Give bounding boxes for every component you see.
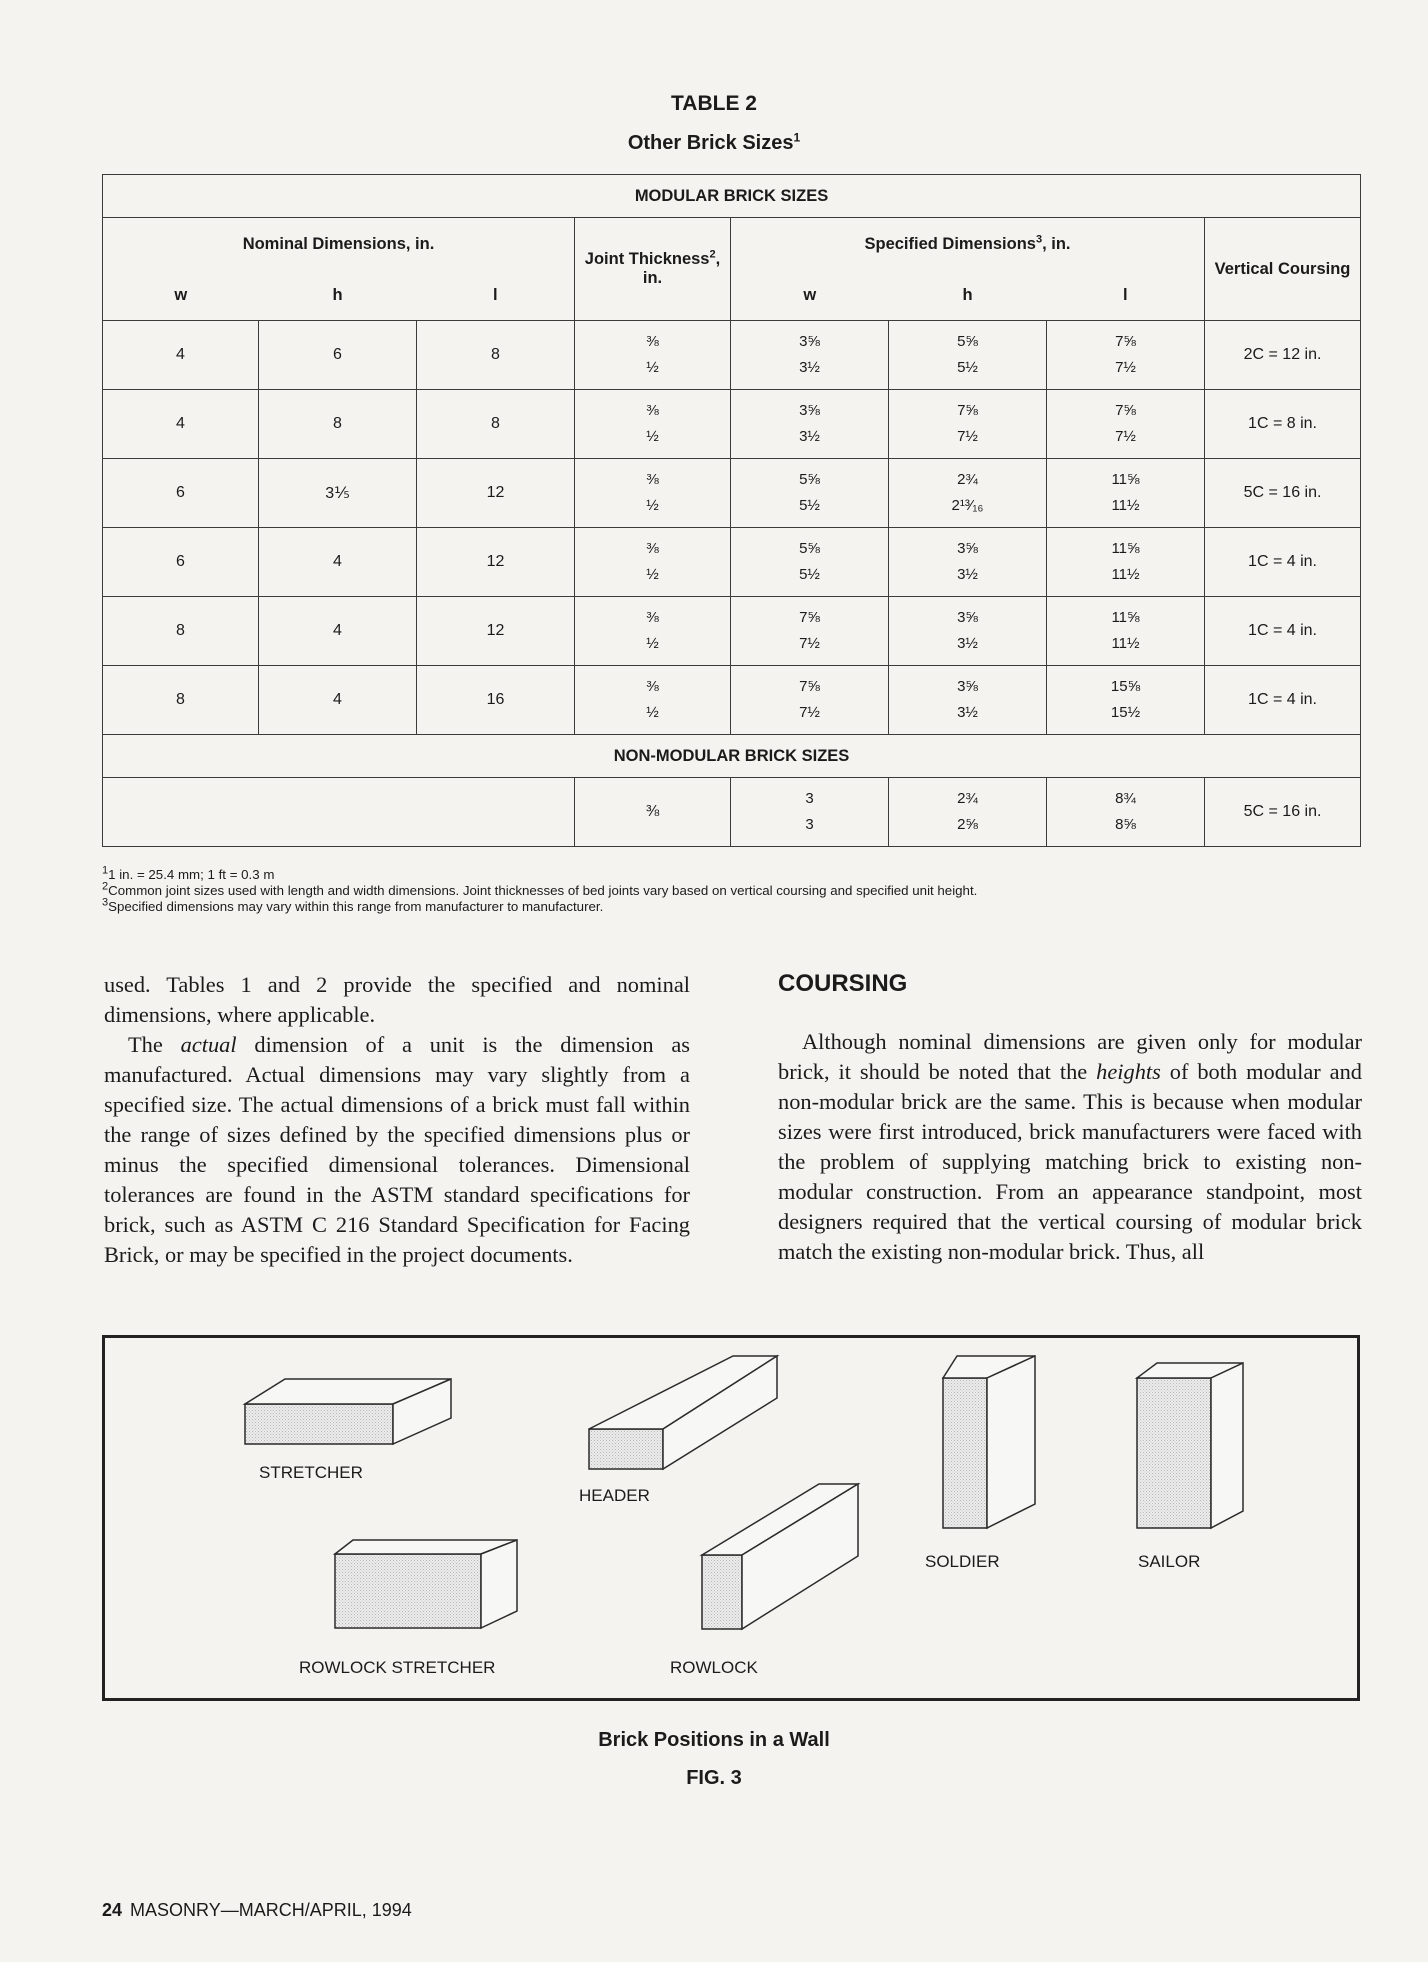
cell-joint: ⅜ — [575, 778, 731, 847]
header-brick-drawing — [589, 1356, 777, 1469]
table-row — [103, 666, 1361, 735]
cell-coursing: 1C = 4 in. — [1205, 666, 1361, 735]
table-footnotes — [102, 864, 1360, 915]
cell-spec-h: 3⅝ 3½ — [889, 666, 1047, 735]
header-vertical-coursing: Vertical Coursing — [1205, 218, 1361, 321]
cell-spec-w: 3 3 — [731, 778, 889, 847]
rowlock-stretcher-brick-drawing — [335, 1540, 517, 1628]
cell-nominal-h: 3⅕ — [259, 459, 417, 528]
section-nonmodular-heading: NON-MODULAR BRICK SIZES — [103, 735, 1361, 778]
cell-nominal-l: 8 — [417, 390, 575, 459]
header-nominal: Nominal Dimensions, in. — [103, 218, 575, 271]
footnote-2: $^2$Common joint sizes used with length and width dimensions. Joint thicknesses of bed joints vary based on vertical coursing and specified unit height. — [102, 880, 978, 898]
cell-nominal-w: 6 — [103, 459, 259, 528]
footnote-1: $^1$1 in. = 25.4 mm; 1 ft = 0.3 m — [102, 864, 275, 882]
figure-brick-positions — [102, 1335, 1360, 1701]
brick-size-table — [102, 174, 1360, 847]
cell-nominal-h: 8 — [259, 390, 417, 459]
cell-spec-w: 3⅝ 3½ — [731, 321, 889, 390]
paragraph: The actual dimension of a unit is the dimension as manufactured. Actual dimensions may vary slightly from a specified size. The actual dimensions of a brick must fall within the range of sizes defined by the specified dimensions plus or minus the specified dimensional tolerances. Dimensional tolerances are found in the ASTM standard specifications for brick, such as ASTM C 216 Standard Specification for Facing Brick, or may be specified in the project documents. — [104, 1032, 690, 1267]
cell-nominal-h: 4 — [259, 528, 417, 597]
header-nominal-l: l — [417, 270, 575, 321]
table-row — [103, 321, 1361, 390]
header-specified-l: l — [1047, 270, 1205, 321]
cell-spec-h: 2¾ 2⅝ — [889, 778, 1047, 847]
cell-spec-w: 5⅝ 5½ — [731, 528, 889, 597]
paragraph: Although nominal dimensions are given only for modular brick, it should be noted that the heights of both modular and non-modular brick are the same. This is because when modular sizes were first introduced, brick manufacturers were faced with the problem of supplying matching brick to existing non-modular construction. From an appearance standpoint, most designers required that the vertical coursing of modular brick match the existing non-modular brick. Thus, all — [778, 1029, 1362, 1264]
page-footer — [102, 1900, 412, 1921]
publication-title: MASONRY—MARCH/APRIL, 1994 — [130, 1900, 412, 1920]
cell-coursing: 2C = 12 in. — [1205, 321, 1361, 390]
figure-caption: Brick Positions in a Wall — [598, 1729, 830, 1751]
cell-coursing: 1C = 4 in. — [1205, 528, 1361, 597]
table-row — [103, 597, 1361, 666]
left-column-text — [104, 970, 690, 1270]
paragraph: used. Tables 1 and 2 provide the specified and nominal dimensions, where applicable. — [104, 972, 690, 1027]
label-stretcher: STRETCHER — [259, 1463, 363, 1482]
brick-illustrations — [105, 1338, 1357, 1698]
cell-spec-h: 7⅝ 7½ — [889, 390, 1047, 459]
cell-nominal-w: 6 — [103, 528, 259, 597]
cell-spec-w: 5⅝ 5½ — [731, 459, 889, 528]
rowlock-brick-drawing — [702, 1484, 858, 1629]
brick-table — [102, 174, 1361, 847]
cell-nominal-w: 4 — [103, 390, 259, 459]
cell-spec-w: 7⅝ 7½ — [731, 597, 889, 666]
table-number: TABLE 2 — [671, 92, 757, 115]
section-heading: COURSING — [778, 970, 908, 997]
cell-nominal-l: 12 — [417, 597, 575, 666]
cell-nominal-w: 8 — [103, 597, 259, 666]
label-sailor: SAILOR — [1138, 1552, 1201, 1571]
cell-nominal-h: 4 — [259, 666, 417, 735]
header-nominal-w: w — [103, 270, 259, 321]
figure-number: FIG. 3 — [686, 1767, 742, 1789]
cell-joint: ⅜ ½ — [575, 321, 731, 390]
cell-spec-l: 8¾ 8⅝ — [1047, 778, 1205, 847]
cell-nominal-h: 6 — [259, 321, 417, 390]
cell-nominal-w: 8 — [103, 666, 259, 735]
cell-joint: ⅜ ½ — [575, 459, 731, 528]
cell-nominal-w: 4 — [103, 321, 259, 390]
section-modular-heading: MODULAR BRICK SIZES — [103, 175, 1361, 218]
table-row — [103, 390, 1361, 459]
cell-coursing: 5C = 16 in. — [1205, 778, 1361, 847]
cell-joint: ⅜ ½ — [575, 597, 731, 666]
cell-coursing: 1C = 8 in. — [1205, 390, 1361, 459]
cell-coursing: 5C = 16 in. — [1205, 459, 1361, 528]
cell-spec-l: 11⅝ 11½ — [1047, 597, 1205, 666]
table-title: Other Brick Sizes$^1$ — [627, 130, 801, 154]
cell-spec-h: 3⅝ 3½ — [889, 528, 1047, 597]
cell-nominal-l: 16 — [417, 666, 575, 735]
cell-coursing: 1C = 4 in. — [1205, 597, 1361, 666]
cell-nominal-l: 12 — [417, 459, 575, 528]
header-specified: Specified Dimensions$^3$, in. — [731, 218, 1205, 271]
header-specified-w: w — [731, 270, 889, 321]
label-header: HEADER — [579, 1486, 650, 1505]
cell-spec-h: 3⅝ 3½ — [889, 597, 1047, 666]
page-number: 24 — [102, 1900, 123, 1920]
header-specified-h: h — [889, 270, 1047, 321]
table-row — [103, 459, 1361, 528]
cell-nominal-l: 12 — [417, 528, 575, 597]
table-row — [103, 528, 1361, 597]
cell-nominal-l: 8 — [417, 321, 575, 390]
label-rowlock: ROWLOCK — [670, 1658, 758, 1677]
cell-spec-l: 15⅝ 15½ — [1047, 666, 1205, 735]
cell-joint: ⅜ ½ — [575, 666, 731, 735]
cell-spec-w: 3⅝ 3½ — [731, 390, 889, 459]
cell-spec-l: 11⅝ 11½ — [1047, 528, 1205, 597]
label-rowlock-stretcher: ROWLOCK STRETCHER — [299, 1658, 496, 1677]
label-soldier: SOLDIER — [925, 1552, 1000, 1571]
right-column-text — [778, 1027, 1362, 1267]
header-joint: Joint Thickness$^2$, in. — [575, 218, 731, 321]
cell-spec-w: 7⅝ 7½ — [731, 666, 889, 735]
table-row — [103, 778, 1361, 847]
cell-nominal-h: 4 — [259, 597, 417, 666]
cell-spec-l: 11⅝ 11½ — [1047, 459, 1205, 528]
cell-joint: ⅜ ½ — [575, 390, 731, 459]
cell-spec-h: 5⅝ 5½ — [889, 321, 1047, 390]
cell-spec-h: 2¾ 2¹³⁄₁₆ — [889, 459, 1047, 528]
stretcher-brick-drawing — [245, 1379, 451, 1444]
cell-joint: ⅜ ½ — [575, 528, 731, 597]
soldier-brick-drawing — [943, 1356, 1035, 1528]
sailor-brick-drawing — [1137, 1363, 1243, 1528]
cell-nominal-empty — [103, 778, 575, 847]
cell-spec-l: 7⅝ 7½ — [1047, 321, 1205, 390]
footnote-3: $^3$Specified dimensions may vary within this range from manufacturer to manufacturer. — [102, 896, 604, 914]
cell-spec-l: 7⅝ 7½ — [1047, 390, 1205, 459]
header-nominal-h: h — [259, 270, 417, 321]
